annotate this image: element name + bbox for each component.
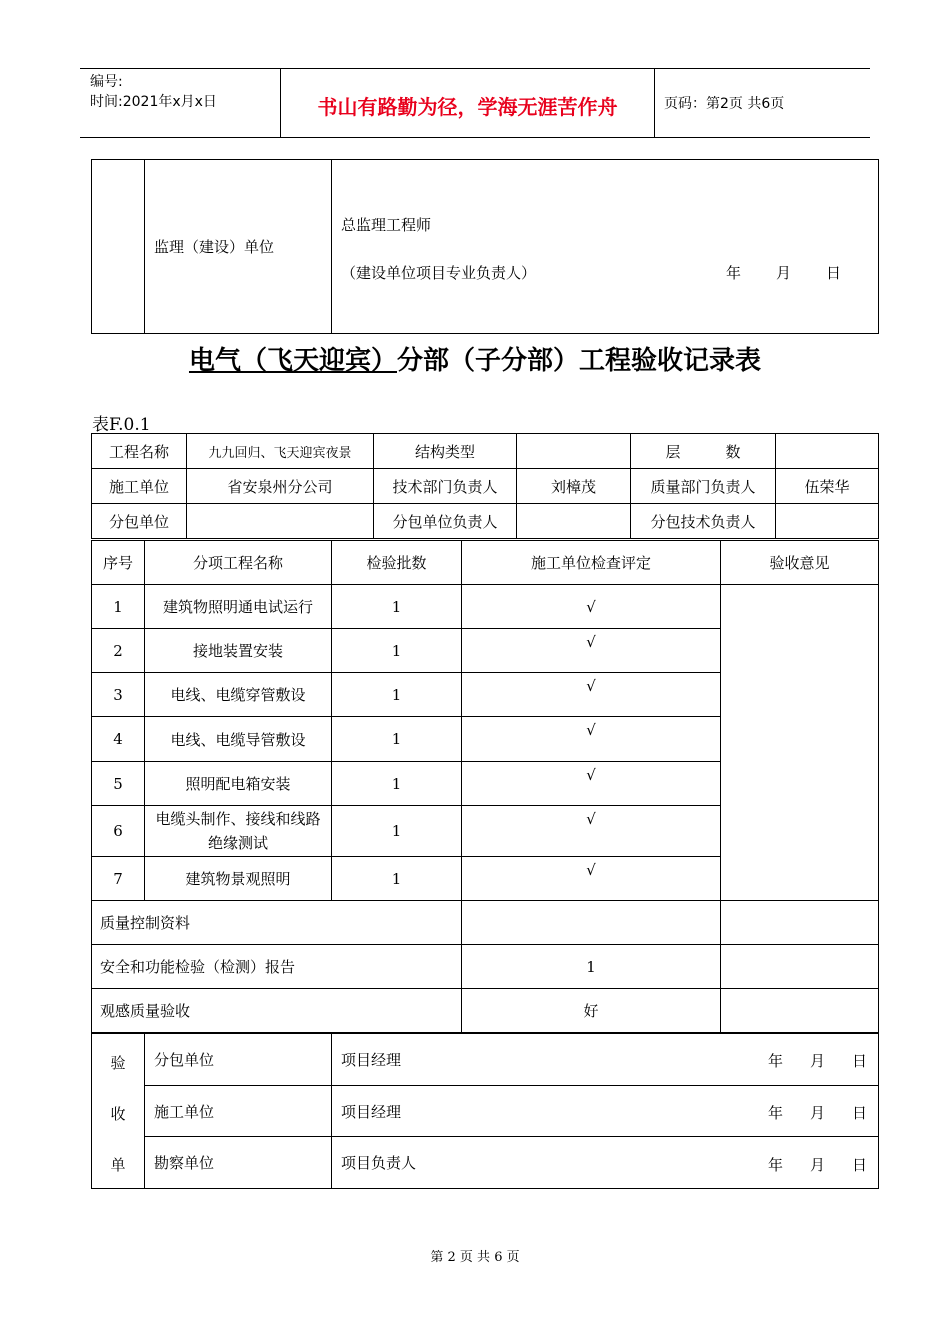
row-name: 电线、电缆穿管敷设 bbox=[145, 673, 332, 717]
sub-tech-value bbox=[776, 504, 879, 539]
floors-label: 层 数 bbox=[631, 434, 776, 469]
supervision-blank bbox=[92, 160, 145, 334]
title-underlined: 电气（飞天迎宾） bbox=[188, 346, 397, 376]
row-no: 2 bbox=[92, 629, 145, 673]
structure-label: 结构类型 bbox=[374, 434, 517, 469]
page-title bbox=[0, 340, 950, 377]
quality-head-label: 质量部门负责人 bbox=[631, 469, 776, 504]
page-header bbox=[80, 68, 870, 138]
chief-engineer-label: 总监理工程师 bbox=[341, 216, 432, 234]
header-page-info: 页码：第2页 共6页 bbox=[664, 96, 785, 112]
tech-head-value: 刘樟茂 bbox=[517, 469, 631, 504]
row-check: √ bbox=[462, 762, 721, 806]
title-rest: 分部（子分部）工程验收记录表 bbox=[397, 346, 762, 376]
row-count: 1 bbox=[332, 629, 462, 673]
project-name-label: 工程名称 bbox=[92, 434, 187, 469]
row-no: 6 bbox=[92, 806, 145, 857]
row-check: √ bbox=[462, 585, 721, 629]
acceptance-sign: 项目负责人 年 月 日 bbox=[332, 1137, 879, 1189]
header-meta bbox=[90, 72, 217, 112]
row-no: 4 bbox=[92, 717, 145, 762]
acceptance-unit: 分包单位 bbox=[145, 1034, 332, 1086]
summary-row bbox=[92, 945, 879, 989]
col-header-check: 施工单位检查评定 bbox=[462, 541, 721, 585]
items-table bbox=[91, 540, 879, 1033]
row-check: √ bbox=[462, 717, 721, 762]
row-check: √ bbox=[462, 806, 721, 857]
table-row bbox=[92, 585, 879, 629]
row-count: 1 bbox=[332, 762, 462, 806]
structure-value bbox=[517, 434, 631, 469]
row-name: 照明配电箱安装 bbox=[145, 762, 332, 806]
sub-label: 分包单位 bbox=[92, 504, 187, 539]
acceptance-unit: 勘察单位 bbox=[145, 1137, 332, 1189]
acceptance-sign: 项目经理 年 月 日 bbox=[332, 1034, 879, 1086]
row-check: √ bbox=[462, 857, 721, 901]
row-count: 1 bbox=[332, 806, 462, 857]
col-header-opinion: 验收意见 bbox=[721, 541, 879, 585]
row-name: 建筑物照明通电试运行 bbox=[145, 585, 332, 629]
summary-opinion bbox=[721, 945, 879, 989]
sub-value bbox=[187, 504, 374, 539]
quality-head-value: 伍荣华 bbox=[776, 469, 879, 504]
col-header-count: 检验批数 bbox=[332, 541, 462, 585]
acceptance-table bbox=[91, 1033, 879, 1189]
supervision-date: 年 月 日 bbox=[726, 264, 842, 282]
contractor-label: 施工单位 bbox=[92, 469, 187, 504]
project-name-value: 九九回归、飞天迎宾夜景 bbox=[187, 434, 374, 469]
summary-label: 安全和功能检验（检测）报告 bbox=[92, 945, 462, 989]
summary-row bbox=[92, 989, 879, 1033]
col-header-name: 分项工程名称 bbox=[145, 541, 332, 585]
row-name: 接地装置安装 bbox=[145, 629, 332, 673]
acceptance-side-label: 验 收 单 bbox=[92, 1034, 145, 1189]
row-no: 5 bbox=[92, 762, 145, 806]
summary-label: 质量控制资料 bbox=[92, 901, 462, 945]
summary-value bbox=[462, 901, 721, 945]
col-header-no: 序号 bbox=[92, 541, 145, 585]
acceptance-sign: 项目经理 年 月 日 bbox=[332, 1086, 879, 1137]
row-count: 1 bbox=[332, 857, 462, 901]
supervision-sign-area bbox=[332, 160, 879, 334]
row-count: 1 bbox=[332, 673, 462, 717]
summary-label: 观感质量验收 bbox=[92, 989, 462, 1033]
sub-tech-label: 分包技术负责人 bbox=[631, 504, 776, 539]
row-no: 3 bbox=[92, 673, 145, 717]
contractor-value: 省安泉州分公司 bbox=[187, 469, 374, 504]
summary-row bbox=[92, 901, 879, 945]
table-number: 表F.0.1 bbox=[92, 415, 151, 435]
row-name: 建筑物景观照明 bbox=[145, 857, 332, 901]
summary-opinion bbox=[721, 901, 879, 945]
page-footer: 第 2 页 共 6 页 bbox=[430, 1250, 520, 1265]
owner-rep-label: （建设单位项目专业负责人） bbox=[341, 264, 537, 282]
summary-opinion bbox=[721, 989, 879, 1033]
row-name: 电缆头制作、接线和线路绝缘测试 bbox=[145, 806, 332, 857]
row-no: 1 bbox=[92, 585, 145, 629]
row-no: 7 bbox=[92, 857, 145, 901]
table-header-row bbox=[92, 541, 879, 585]
sub-head-value bbox=[517, 504, 631, 539]
header-time: 时间:2021年x月x日 bbox=[90, 94, 217, 110]
supervision-unit-label: 监理（建设）单位 bbox=[145, 160, 332, 334]
header-motto: 书山有路勤为径，学海无涯苦作舟 bbox=[317, 95, 618, 119]
row-check: √ bbox=[462, 673, 721, 717]
acceptance-unit: 施工单位 bbox=[145, 1086, 332, 1137]
row-count: 1 bbox=[332, 717, 462, 762]
tech-head-label: 技术部门负责人 bbox=[374, 469, 517, 504]
row-name: 电线、电缆导管敷设 bbox=[145, 717, 332, 762]
row-check: √ bbox=[462, 629, 721, 673]
row-count: 1 bbox=[332, 585, 462, 629]
floors-value bbox=[776, 434, 879, 469]
acceptance-opinion-cell bbox=[721, 585, 879, 901]
project-info-table bbox=[91, 433, 879, 539]
header-number: 编号: bbox=[90, 74, 123, 90]
sub-head-label: 分包单位负责人 bbox=[374, 504, 517, 539]
summary-value: 好 bbox=[462, 989, 721, 1033]
summary-value: 1 bbox=[462, 945, 721, 989]
supervision-block bbox=[91, 159, 879, 334]
